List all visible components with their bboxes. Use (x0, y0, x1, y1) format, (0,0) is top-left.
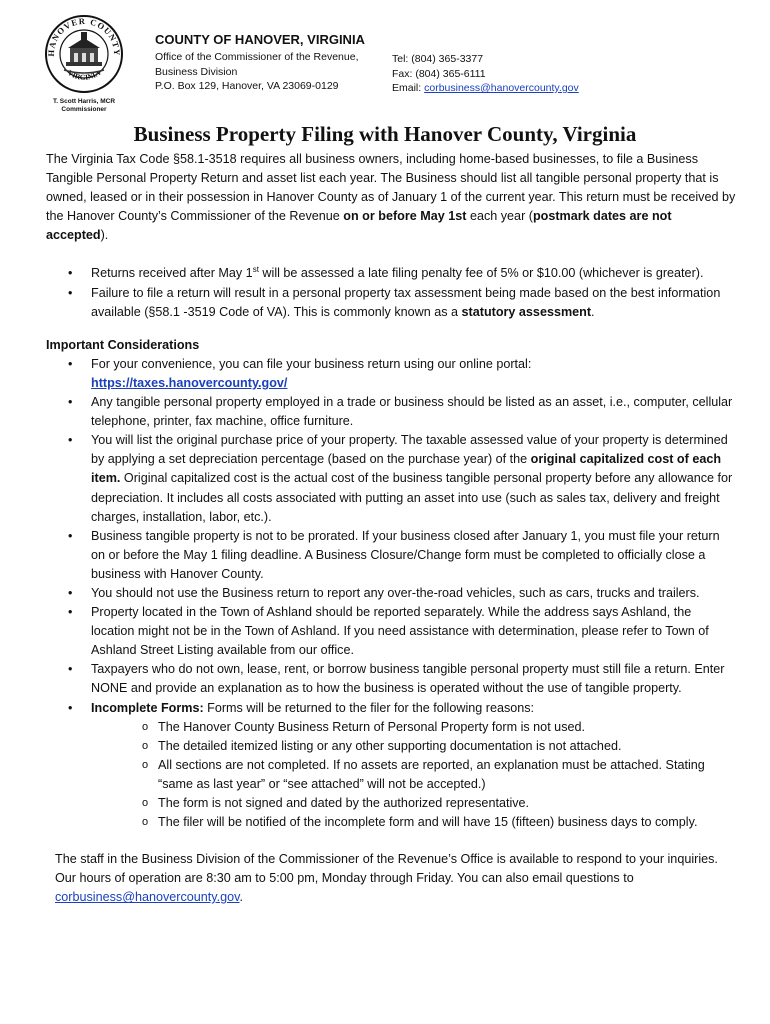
list-item: • Property located in the Town of Ashland should be reported separately. While the address says Ashland, the location might not be in the Town of Ashland. If you need assistance with determination, please refer to Town of Ashland Street Listing available from our office. (46, 603, 736, 660)
office-line: Business Division (155, 65, 238, 78)
commissioner-caption (40, 98, 128, 114)
intro-text: list all tangible (500, 171, 580, 186)
item-text: . (591, 304, 595, 319)
footer-paragraph (46, 850, 736, 907)
item-text: You will list the original purchase price of your property. The taxable assessed value of your property is determined by applying a set depreciation percentage (based on the purchase year) of the (91, 433, 728, 467)
list-item (46, 264, 736, 283)
county-seal-logo (44, 14, 124, 94)
document-body (46, 150, 736, 907)
header-email-link[interactable]: corbusiness@hanovercounty.gov (424, 82, 579, 94)
sub-list-item: o All sections are not completed. If no assets are reported, an explanation must be attached. Stating “same as last year” or “see attached” will not be accepted.) (91, 756, 736, 794)
svg-text:VIRGINIA: VIRGINIA (65, 68, 103, 82)
intro-text: The Virginia Tax Code §58.1-3518 requires all business owners, including home-based businesses, to file a (46, 152, 647, 166)
intro-text: and asset list each year. The Business should (238, 171, 501, 186)
item-text: Failure to file a return will result in a personal property tax assessment being made based on the best information available (§58.1 -3519 Code of VA). This is commonly known as a (91, 285, 721, 319)
item-emphasis: Incomplete Forms: (91, 700, 204, 715)
item-text: Returns received after May 1 (91, 266, 253, 281)
page-title: Business Property Filing with Hanover County, Virginia (133, 122, 637, 146)
list-item (46, 284, 736, 322)
list-item (46, 699, 736, 833)
footer-text: The staff in the Business Division of the Commissioner of the Revenue’s Office is available to respond to your inquiries. Our hours of operation are 8:30 am to 5:00 pm, Monday through Friday. You can also email questions to (55, 852, 718, 886)
intro-paragraph (46, 150, 736, 245)
office-line: P.O. Box 129, Hanover, VA 23069-0129 (155, 80, 339, 92)
intro-text: Business Tangible Personal Property Return (46, 152, 698, 186)
list-item: • You should not use the Business return to report any over-the-road vehicles, such as cars, trucks and trailers. (46, 584, 736, 603)
list-item: • Business tangible property is not to be prorated. If your business closed after January 1, you must file your return on or before the May 1 filing deadline. A Business Closure/Change form must be completed to officially close a business with Hanover County. (46, 527, 736, 584)
contact-info (392, 52, 579, 96)
portal-url[interactable]: https://taxes.hanovercounty.gov/ (91, 375, 288, 390)
section-heading (46, 336, 736, 355)
svg-text:HANOVER COUNTY: HANOVER COUNTY (45, 15, 123, 57)
item-text: For your convenience, you can file your business return using our online portal: (91, 356, 532, 371)
county-title: COUNTY OF HANOVER, VIRGINIA (155, 32, 365, 47)
item-text: Forms will be returned to the filer for the following reasons: (203, 700, 535, 715)
office-address (155, 50, 359, 94)
sub-list-item: o The detailed itemized listing or any other supporting documentation is not attached. (91, 737, 736, 756)
commissioner-title: Commissioner (61, 106, 107, 113)
sub-list-item: o The Hanover County Business Return of Personal Property form is not used. (91, 718, 736, 737)
item-text: Original capitalized cost is the actual cost of the business tangible personal property before any allowance for depreciation. It includes all costs associated with putting an asset into use (such as sales tax, delivery and freight charges, installation, labor, etc.). (91, 471, 733, 524)
list-item: • Taxpayers who do not own, lease, rent, or borrow business tangible personal property must still file a return. Enter NONE and provide an explanation as to how the business is operated without the use of tangible property. (46, 660, 736, 698)
footer-text: . (239, 890, 244, 905)
intro-deadline: on or before May 1st (343, 209, 467, 224)
telephone: Tel: (804) 365-3377 (392, 53, 484, 65)
online-portal-link[interactable] (91, 376, 287, 390)
email-line (392, 81, 579, 96)
sub-list-item: o The filer will be notified of the incomplete form and will have 15 (fifteen) business days to comply. (91, 813, 736, 832)
heading-text: Important Considerations (46, 337, 200, 352)
intro-text: personal property that is owned, leased or in their possession in Hanover County as of January 1 of the current year. This return must be received by the Hanover County’s Commissioner of the Revenue (46, 171, 736, 224)
sub-list-item: o The form is not signed and dated by the authorized representative. (91, 794, 736, 813)
superscript: st (252, 265, 259, 275)
item-emphasis: statutory assessment (461, 304, 592, 319)
considerations-list (46, 355, 736, 832)
item-emphasis: original capitalized cost of each item. (91, 452, 722, 486)
email-label: Email: (392, 82, 422, 94)
incomplete-reasons-list (91, 718, 736, 833)
list-item (46, 355, 736, 393)
penalty-list (46, 264, 736, 321)
list-item (46, 431, 736, 526)
item-text: will be assessed a late filing penalty fee of 5% or $10.00 (whichever is greater). (258, 266, 704, 281)
intro-text: each year ( (466, 209, 533, 224)
office-line: Office of the Commissioner of the Revenue, (155, 51, 359, 63)
list-item: • Any tangible personal property employed in a trade or business should be listed as an asset, i.e., computer, cellular telephone, printer, fax machine, office furniture. (46, 393, 736, 431)
commissioner-name: T. Scott Harris, MCR (52, 98, 116, 105)
footer-email-link[interactable]: corbusiness@hanovercounty.gov (55, 890, 240, 905)
intro-postmark-note: postmark dates are not accepted (46, 209, 672, 243)
intro-text: ). (100, 228, 109, 243)
fax: Fax: (804) 365-6111 (392, 67, 486, 80)
